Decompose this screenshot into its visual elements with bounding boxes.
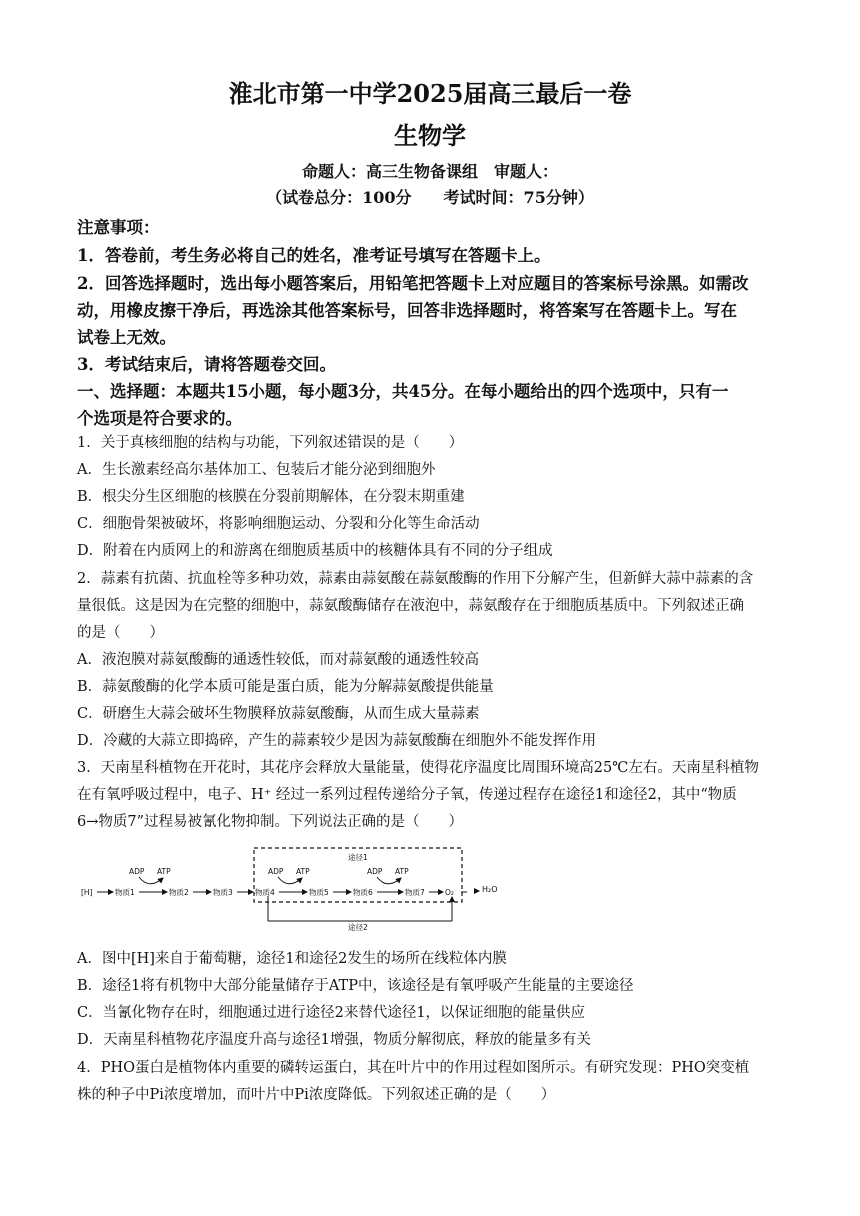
q3-option-b: B．途径1将有机物中大部分能量储存于ATP中，该途径是有氧呼吸产生能量的主要途径	[77, 978, 634, 994]
q4-stem-line-1: 4．PHO蛋白是植物体内重要的磷转运蛋白，其在叶片中的作用过程如图所示。有研究发现：PHO突变植	[77, 1060, 750, 1076]
q1-option-b: B．根尖分生区细胞的核膜在分裂前期解体，在分裂末期重建	[77, 489, 465, 505]
path-2-label: 途径2	[348, 923, 368, 932]
substance-3-label: 物质3	[213, 888, 233, 897]
adp-label-3: ADP	[367, 867, 383, 876]
q1-option-d: D．附着在内质网上的和游离在细胞质基质中的核糖体具有不同的分子组成	[77, 543, 553, 559]
q2-stem-line-3: 的是（ ）	[77, 625, 164, 641]
notice-item-1: 1．答卷前，考生务必将自己的姓名，准考证号填写在答题卡上。	[77, 246, 551, 265]
adp-label-2: ADP	[268, 867, 284, 876]
substance-7-label: 物质7	[405, 888, 425, 897]
notice-item-3: 3．考试结束后，请将答题卷交回。	[77, 355, 336, 374]
oxygen-label: O₂	[445, 888, 454, 897]
notice-item-2-line-2: 动，用橡皮擦干净后，再选涂其他答案标号，回答非选择题时，将答案写在答题卡上。写在	[77, 301, 737, 320]
section-1-line-1: 一、选择题：本题共15小题，每小题3分，共45分。在每小题给出的四个选项中，只有一	[77, 382, 729, 401]
path-1-label: 途径1	[348, 853, 368, 862]
q2-option-b: B．蒜氨酸酶的化学本质可能是蛋白质，能为分解蒜氨酸提供能量	[77, 679, 494, 695]
q2-stem-line-1: 2．蒜素有抗菌、抗血栓等多种功效，蒜素由蒜氨酸在蒜氨酸酶的作用下分解产生，但新鲜大蒜中蒜素的含	[77, 571, 754, 587]
notice-heading: 注意事项：	[77, 218, 160, 237]
q3-option-d: D．天南星科植物花序温度升高与途径1增强，物质分解彻底，释放的能量多有关	[77, 1032, 591, 1048]
q3-stem-line-1: 3．天南星科植物在开花时，其花序会释放大量能量，使得花序温度比周围环境高25℃左右。天南星科植物	[77, 760, 759, 776]
atp-label-3: ATP	[395, 867, 409, 876]
respiration-pathway-diagram	[77, 842, 467, 934]
substance-1-label: 物质1	[115, 888, 135, 897]
q1-option-a: A．生长激素经高尔基体加工、包装后才能分泌到细胞外	[77, 462, 436, 478]
atp-curve-3	[377, 877, 401, 884]
exam-info-line: （试卷总分：100分 考试时间：75分钟）	[266, 188, 594, 207]
q2-option-d: D．冷藏的大蒜立即捣碎，产生的蒜素较少是因为蒜氨酸酶在细胞外不能发挥作用	[77, 733, 597, 749]
water-arrowhead	[474, 888, 480, 894]
notice-item-2-line-1: 2．回答选择题时，选出每小题答案后，用铅笔把答题卡上对应题目的答案标号涂黑。如需改	[77, 274, 749, 293]
substance-6-label: 物质6	[353, 888, 373, 897]
q1-stem: 1．关于真核细胞的结构与功能，下列叙述错误的是（ ）	[77, 435, 464, 451]
substance-4-label: 物质4	[255, 888, 275, 897]
h-label: [H]	[81, 888, 93, 897]
q2-option-c: C．研磨生大蒜会破坏生物膜释放蒜氨酸酶，从而生成大量蒜素	[77, 706, 480, 722]
subject-title: 生物学	[394, 121, 466, 150]
q3-stem-line-3: 6→物质7”过程易被氰化物抑制。下列说法正确的是（ ）	[77, 814, 464, 830]
q2-stem-line-2: 量很低。这是因为在完整的细胞中，蒜氨酸酶储存在液泡中，蒜氨酸存在于细胞质基质中。下列叙述正确	[77, 598, 744, 614]
q3-option-a: A．图中[H]来自于葡萄糖，途径1和途径2发生的场所在线粒体内膜	[77, 951, 507, 967]
q4-stem-line-2: 株的种子中Pi浓度增加，而叶片中Pi浓度降低。下列叙述正确的是（ ）	[77, 1087, 556, 1103]
atp-label-1: ATP	[157, 867, 171, 876]
q3-stem-line-2: 在有氧呼吸过程中，电子、H⁺ 经过一系列过程传递给分子氧，传递过程存在途径1和途径2，其中“物质	[77, 787, 737, 803]
water-label: H₂O	[482, 885, 498, 894]
q3-option-c: C．当氰化物存在时，细胞通过进行途径2来替代途径1，以保证细胞的能量供应	[77, 1005, 586, 1021]
q2-option-a: A．液泡膜对蒜氨酸酶的通透性较低，而对蒜氨酸的通透性较高	[77, 652, 479, 668]
exam-title: 淮北市第一中学2025届高三最后一卷	[228, 79, 632, 108]
atp-label-2: ATP	[296, 867, 310, 876]
authors-line: 命题人：高三生物备课组 审题人：	[301, 162, 558, 181]
adp-label-1: ADP	[129, 867, 145, 876]
notice-item-2-line-3: 试卷上无效。	[77, 328, 176, 347]
q1-option-c: C．细胞骨架被破坏，将影响细胞运动、分裂和分化等生命活动	[77, 516, 480, 532]
section-1-line-2: 个选项是符合要求的。	[77, 409, 242, 428]
substance-5-label: 物质5	[309, 888, 329, 897]
atp-curve-1	[139, 877, 163, 884]
substance-2-label: 物质2	[169, 888, 189, 897]
atp-curve-2	[278, 877, 302, 884]
